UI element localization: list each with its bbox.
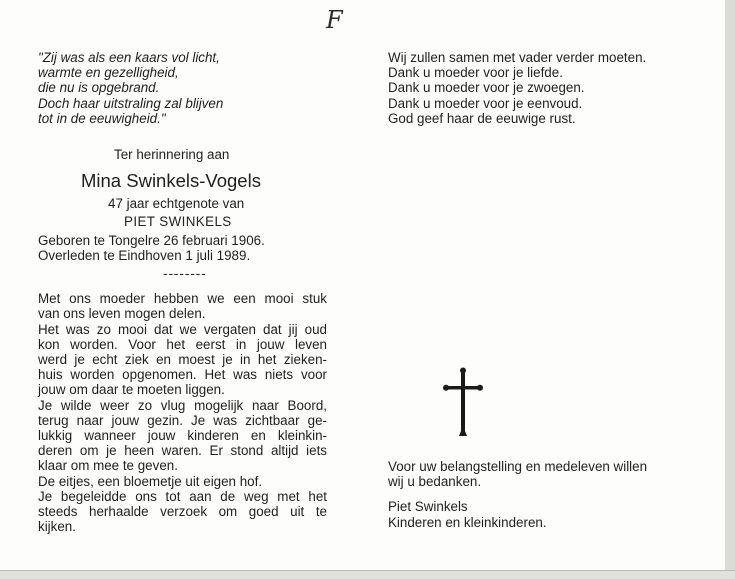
prayer <box>388 50 688 126</box>
signer: Kinderen en kleinkinderen. <box>388 514 547 530</box>
poem-line: die nu is opgebrand. <box>38 80 160 96</box>
life-dates <box>38 233 330 263</box>
story-line: jouw om daar te moeten liggen. <box>38 382 225 398</box>
story-line: terug naar jouw gezin. Je was zichtbaar ge- <box>38 412 327 428</box>
poem-line: tot in de eeuwigheid." <box>38 110 166 126</box>
deceased-name: Mina Swinkels-Vogels <box>81 170 261 192</box>
divider: -------- <box>163 266 207 282</box>
prayer-line: Dank u moeder voor je eenvoud. <box>388 95 583 111</box>
story-line: kon worden. Voor het eerst in jouw leven <box>38 336 327 352</box>
story-line: werd je echt ziek en moest je in het zieken- <box>38 352 327 368</box>
right-column <box>388 50 688 126</box>
prayer-line: God geef haar de eeuwige rust. <box>388 110 576 126</box>
poem <box>38 50 330 126</box>
death-date: Overleden te Eindhoven 1 juli 1989. <box>38 247 251 263</box>
prayer-line: Dank u moeder voor je liefde. <box>388 65 563 81</box>
thanks-line: Voor uw belangstelling en medeleven willen <box>388 459 648 474</box>
story-line: van ons leven mogen delen. <box>38 306 206 322</box>
signer: Piet Swinkels <box>388 499 468 515</box>
years-married: 47 jaar echtgenote van <box>108 196 245 212</box>
story-line: De eitjes, een bloemetje uit eigen hof. <box>38 473 263 489</box>
story-line: Je begeleidde ons tot aan de weg met het <box>38 488 327 504</box>
prayer-line: Wij zullen samen met vader verder moeten. <box>388 50 647 65</box>
story-line: klaar om mee te geven. <box>38 458 178 474</box>
story-line: Met ons moeder hebben we een mooi stuk <box>38 291 327 307</box>
story-line: Het was zo mooi dat we vergaten dat jij oud <box>38 321 327 337</box>
spouse-name: PIET SWINKELS <box>124 214 232 230</box>
poem-line: warmte en gezelligheid, <box>38 65 179 81</box>
story-line: deren om je heen waren. Er stond altijd iets <box>38 443 327 459</box>
prayer-line: Dank u moeder voor je zwoegen. <box>388 80 585 96</box>
birth-date: Geboren te Tongelre 26 februari 1906. <box>38 232 265 248</box>
handwritten-mark: F <box>326 6 343 34</box>
story-line: Je wilde weer zo vlug mogelijk naar Boord, <box>38 397 327 413</box>
poem-line: Doch haar uitstraling zal blijven <box>38 95 224 111</box>
thanks-block <box>388 459 688 530</box>
poem-line: "Zij was als een kaars vol licht, <box>38 50 220 65</box>
thanks-line: wij u bedanken. <box>388 474 482 490</box>
story-text <box>38 291 327 534</box>
story-line: kijken. <box>38 519 76 535</box>
left-column <box>38 50 330 534</box>
story-line: lukkig wanneer jouw kinderen en kleinkin- <box>38 428 327 444</box>
card-edge-bottom <box>0 570 735 579</box>
story-line: steeds herhaalde verzoek om goed uit te <box>38 504 327 520</box>
card-edge-right <box>725 0 735 579</box>
cross-icon <box>442 367 484 439</box>
memorial-intro: Ter herinnering aan <box>114 147 230 163</box>
story-line: huis worden opgenomen. Het was niets voor <box>38 367 327 383</box>
